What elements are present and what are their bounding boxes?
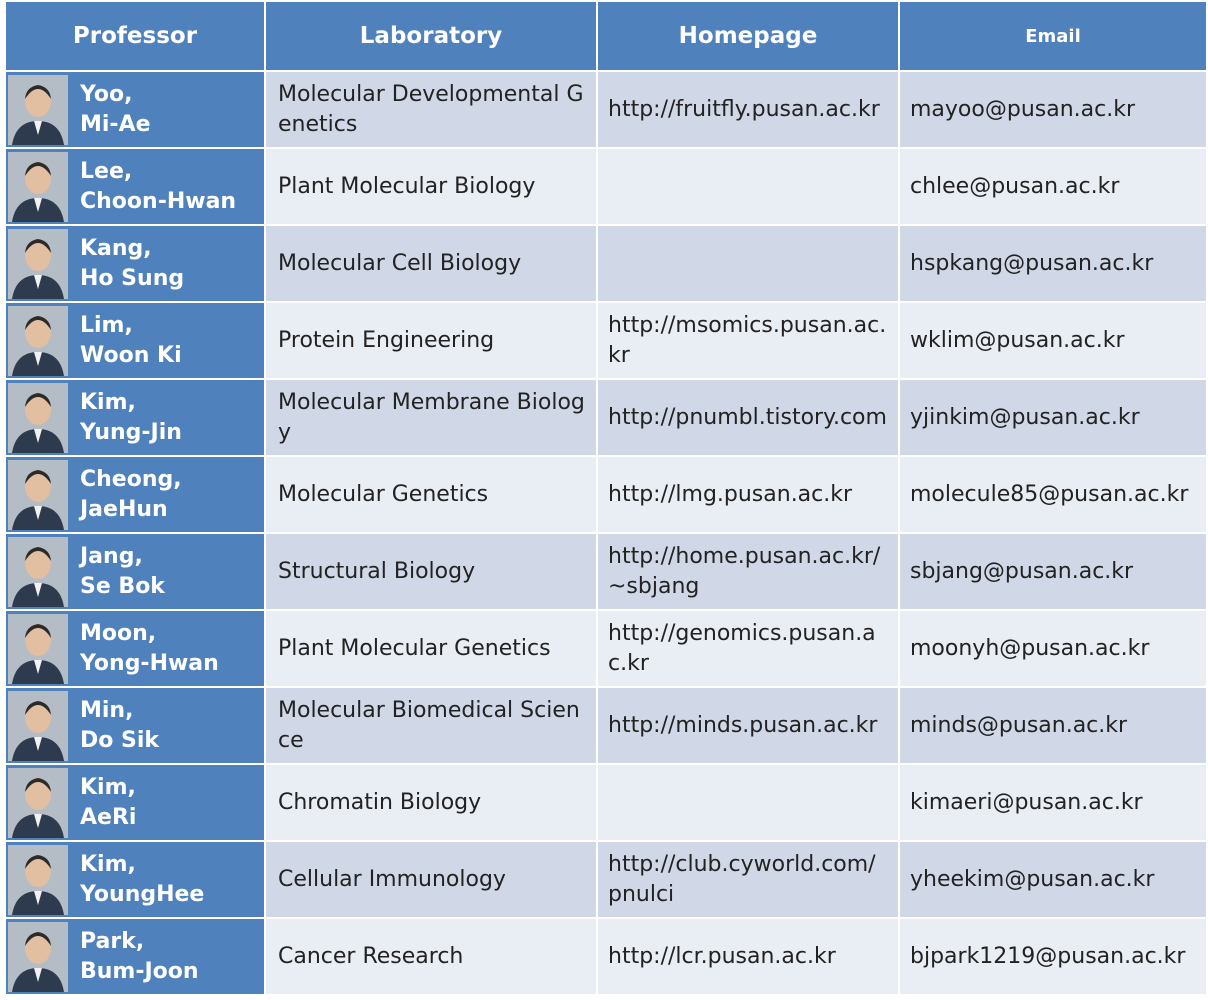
professor-cell [6,72,264,147]
professor-last-name: Min, [80,697,134,723]
professor-name [80,542,165,602]
professor-photo [8,383,68,453]
professor-first-name: Yong-Hwan [80,650,219,676]
laboratory-cell: Molecular Genetics [266,457,596,532]
homepage-link[interactable]: http://pnumbl.tistory.com [598,380,898,455]
professor-first-name: JaeHun [80,496,168,522]
professor-name [80,850,204,910]
professor-photo [8,922,68,992]
professor-cell [6,534,264,609]
professor-name [80,80,151,140]
professor-cell [6,688,264,763]
professor-cell [6,380,264,455]
professor-name [80,465,182,525]
professor-cell [6,226,264,301]
homepage-link [598,765,898,840]
professor-last-name: Cheong, [80,466,182,492]
professor-first-name: Woon Ki [80,342,182,368]
professor-name [80,696,159,756]
professor-photo [8,75,68,145]
laboratory-cell: Protein Engineering [266,303,596,378]
professor-cell [6,842,264,917]
laboratory-cell: Plant Molecular Genetics [266,611,596,686]
homepage-link [598,149,898,224]
laboratory-cell: Cancer Research [266,919,596,994]
professor-name [80,773,136,833]
homepage-link[interactable]: http://fruitfly.pusan.ac.kr [598,72,898,147]
email-link[interactable]: moonyh@pusan.ac.kr [900,611,1206,686]
professor-last-name: Yoo, [80,81,133,107]
professor-name [80,311,182,371]
header-email: Email [900,2,1206,70]
professor-last-name: Kang, [80,235,152,261]
professor-name [80,157,236,217]
professor-first-name: Choon-Hwan [80,188,237,214]
professor-last-name: Lee, [80,158,133,184]
professor-last-name: Kim, [80,774,136,800]
professor-name [80,619,219,679]
professor-photo [8,306,68,376]
professor-cell [6,149,264,224]
professor-cell [6,919,264,994]
professor-photo [8,768,68,838]
laboratory-cell: Structural Biology [266,534,596,609]
professor-cell [6,765,264,840]
professor-first-name: Yung-Jin [80,419,182,445]
professor-photo [8,691,68,761]
professor-last-name: Jang, [80,543,143,569]
professor-first-name: Se Bok [80,573,165,599]
homepage-link[interactable]: http://lcr.pusan.ac.kr [598,919,898,994]
email-link[interactable]: minds@pusan.ac.kr [900,688,1206,763]
email-link[interactable]: kimaeri@pusan.ac.kr [900,765,1206,840]
header-homepage: Homepage [598,2,898,70]
professor-first-name: YoungHee [80,881,205,907]
professor-first-name: AeRi [80,804,137,830]
homepage-link[interactable]: http://msomics.pusan.ac.kr [598,303,898,378]
professor-photo [8,537,68,607]
professor-last-name: Kim, [80,851,136,877]
email-link[interactable]: hspkang@pusan.ac.kr [900,226,1206,301]
professor-first-name: Bum-Joon [80,958,199,984]
laboratory-cell: Molecular Membrane Biology [266,380,596,455]
professor-cell [6,457,264,532]
professor-last-name: Lim, [80,312,133,338]
professor-photo [8,229,68,299]
professor-name [80,927,199,987]
professor-last-name: Kim, [80,389,136,415]
homepage-link[interactable]: http://home.pusan.ac.kr/~sbjang [598,534,898,609]
homepage-link[interactable]: http://genomics.pusan.ac.kr [598,611,898,686]
laboratory-cell: Molecular Developmental Genetics [266,72,596,147]
homepage-link[interactable]: http://lmg.pusan.ac.kr [598,457,898,532]
professor-last-name: Park, [80,928,145,954]
professor-photo [8,152,68,222]
email-link[interactable]: bjpark1219@pusan.ac.kr [900,919,1206,994]
professor-cell [6,303,264,378]
professor-photo [8,845,68,915]
professor-name [80,388,182,448]
professor-cell [6,611,264,686]
homepage-link[interactable]: http://club.cyworld.com/pnulci [598,842,898,917]
professor-first-name: Mi-Ae [80,111,151,137]
homepage-link [598,226,898,301]
laboratory-cell: Molecular Biomedical Science [266,688,596,763]
professor-last-name: Moon, [80,620,157,646]
header-laboratory: Laboratory [266,2,596,70]
professor-first-name: Do Sik [80,727,160,753]
email-link[interactable]: mayoo@pusan.ac.kr [900,72,1206,147]
laboratory-cell: Cellular Immunology [266,842,596,917]
email-link[interactable]: wklim@pusan.ac.kr [900,303,1206,378]
professor-name [80,234,184,294]
laboratory-cell: Plant Molecular Biology [266,149,596,224]
email-link[interactable]: molecule85@pusan.ac.kr [900,457,1206,532]
professor-photo [8,460,68,530]
homepage-link[interactable]: http://minds.pusan.ac.kr [598,688,898,763]
professor-photo [8,614,68,684]
email-link[interactable]: chlee@pusan.ac.kr [900,149,1206,224]
email-link[interactable]: yheekim@pusan.ac.kr [900,842,1206,917]
laboratory-cell: Molecular Cell Biology [266,226,596,301]
professor-table [6,2,1206,994]
email-link[interactable]: sbjang@pusan.ac.kr [900,534,1206,609]
professor-first-name: Ho Sung [80,265,185,291]
laboratory-cell: Chromatin Biology [266,765,596,840]
email-link[interactable]: yjinkim@pusan.ac.kr [900,380,1206,455]
header-professor: Professor [6,2,264,70]
